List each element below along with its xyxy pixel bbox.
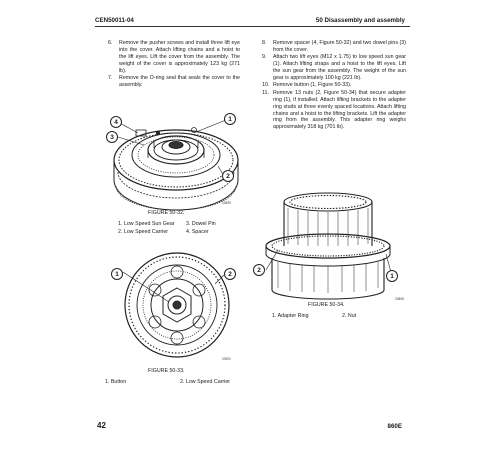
figure-50-34-illustration — [258, 188, 408, 303]
legend-item: 1. Adapter Ring — [272, 313, 309, 319]
callout-4: 4 — [110, 116, 122, 128]
step-text: Remove 13 nuts (2, Figure 50-34) that secure adapter ring (1), if installed. Attach lifting brackets to the adapter ring studs at three evenly spaced locations. Attach lifting chains and a hoist to the lifting brackets. Lift the adapter ring from the assembly. This adapter ring weighs approximately 318 kg (701 lb). — [273, 89, 406, 131]
figure-50-34-caption: FIGURE 50-34. — [308, 302, 345, 308]
figure-50-33-caption: FIGURE 50-33. — [148, 368, 185, 374]
step-7 — [108, 75, 240, 89]
figure-serial: 03898 — [395, 297, 404, 301]
step-number: 11. — [262, 89, 269, 96]
callout-2: 2 — [222, 170, 234, 182]
step-10 — [262, 82, 406, 89]
step-text: Remove the O-ring seal that seals the cover to the assembly. — [119, 75, 240, 88]
figure-50-33-legend — [105, 379, 230, 387]
low-speed-carrier-top-view — [125, 253, 229, 357]
header-rule — [95, 26, 410, 27]
figure-50-32-illustration — [108, 100, 238, 210]
adapter-ring-assembly-drawing — [266, 193, 390, 299]
step-number: 7. — [108, 75, 113, 82]
figure-50-34-legend — [272, 313, 356, 321]
legend-item: 2. Low Speed Carrier — [180, 379, 231, 385]
step-text: Remove the pusher screws and install three lift eye into the cover. Attach lifting chains and a hoist to the lift eyes. Lift the cover from the assembly. The weight of the cover is approximately 123 kg (271 lb). — [119, 40, 240, 74]
step-text: Remove spacer (4, Figure 50-32) and two dowel pins (3) from the cover. — [273, 40, 406, 53]
legend-item: 2. Nut — [342, 313, 357, 319]
figure-50-32-caption: FIGURE 50-32. — [148, 210, 185, 216]
step-text: Attach two lift eyes (M12 x 1.75) to low speed sun gear (1). Attach lifting straps and a hoist to the lift eyes. Lift the sun gear from the assembly. The weight of the sun gear is approximately 100 kg (221 lb). — [273, 54, 406, 82]
step-number: 9. — [262, 54, 267, 61]
callout-2: 2 — [224, 268, 236, 280]
machine-model: 860E — [387, 423, 402, 430]
legend-item: 4. Spacer — [186, 228, 209, 235]
figure-50-32-legend — [118, 221, 216, 236]
page-number: 42 — [97, 421, 106, 430]
right-step-list — [262, 40, 406, 132]
left-step-list — [108, 40, 240, 89]
callout-1: 1 — [224, 113, 236, 125]
callout-2: 2 — [253, 264, 265, 276]
step-number: 10. — [262, 82, 270, 89]
section-title: 50 Disassembly and assembly — [315, 17, 405, 24]
step-text: Remove button (1, Figure 50-33). — [273, 82, 352, 89]
legend-item: 3. Dowel Pin — [186, 221, 216, 227]
step-8 — [262, 40, 406, 54]
step-11 — [262, 90, 406, 131]
legend-item: 1. Low Speed Sun Gear — [118, 221, 175, 227]
document-code: CEN50011-04 — [95, 17, 134, 24]
legend-item: 1. Button — [105, 379, 127, 385]
figure-50-33-illustration — [115, 250, 240, 365]
callout-1: 1 — [111, 268, 123, 280]
leader-lines — [123, 272, 227, 302]
step-9 — [262, 54, 406, 82]
callout-1: 1 — [386, 270, 398, 282]
figure-serial: 03900 — [222, 357, 231, 361]
step-number: 6. — [108, 40, 113, 46]
figure-serial: 03899 — [222, 201, 231, 205]
step-number: 8. — [262, 40, 267, 46]
callout-3: 3 — [106, 131, 118, 143]
legend-item: 2. Low Speed Carrier — [118, 228, 169, 235]
step-6 — [108, 40, 240, 75]
